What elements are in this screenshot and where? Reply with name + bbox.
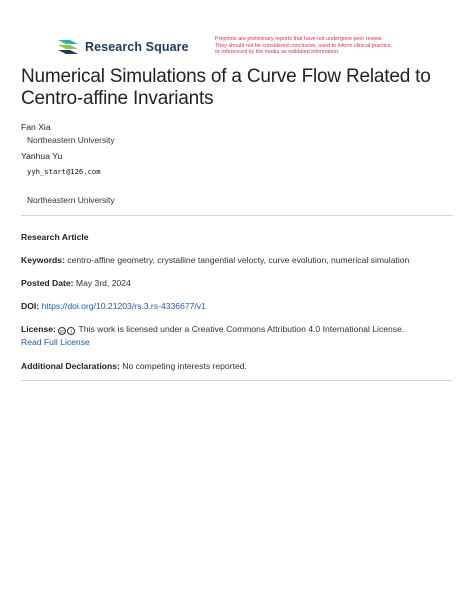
author-name: Yanhua Yu [21,151,63,161]
research-square-logo[interactable] [56,38,189,56]
by-icon: i [67,327,75,335]
license-text: This work is licensed under a Creative Commons Attribution 4.0 International License. [78,324,405,334]
disclaimer-line: They should not be considered conclusive, used to inform clinical practice, [215,42,393,49]
divider [21,380,453,381]
research-square-logo-icon [56,38,80,56]
keywords-label: Keywords: [21,255,65,265]
preprint-disclaimer [215,36,455,56]
paper-title [21,66,461,110]
author-affiliation: Northeastern University [27,195,115,205]
doi-label: DOI: [21,301,40,311]
keywords-value: centro-affine geometry, crystalline tangential velocty, curve evolution, numerical simulation [67,255,410,265]
author-affiliation: Northeastern University [27,135,115,145]
posted-date-field [21,277,461,290]
disclaimer-line: Preprints are preliminary reports that have not undergone peer review. [215,36,383,42]
posted-date-label: Posted Date: [21,278,74,288]
author-name: Fan Xia [21,122,51,132]
logo-text: Research Square [85,40,189,54]
read-full-license-link[interactable]: Read Full License [21,337,90,347]
article-type-label: Research Article [21,232,89,242]
doi-link[interactable]: https://doi.org/10.21203/rs.3.rs-4336677/v1 [41,301,206,311]
license-field [21,323,461,349]
article-type [21,231,461,244]
declarations-label: Additional Declarations: [21,361,120,371]
doi-field [21,300,461,313]
page-header [0,0,474,70]
author-email[interactable]: yyh_start@126.com [27,167,101,176]
disclaimer-line: or referenced by the media as validated information. [215,49,340,56]
title-line: Numerical Simulations of a Curve Flow Related to [21,66,431,87]
title-line: Centro-affine Invariants [21,88,214,109]
divider [21,215,453,216]
keywords-field [21,254,461,267]
declarations-field [21,360,461,373]
license-label: License: [21,324,56,334]
posted-date-value: May 3rd, 2024 [75,278,131,288]
declarations-value: No competing interests reported. [122,361,247,371]
cc-icon: cc [59,329,65,335]
